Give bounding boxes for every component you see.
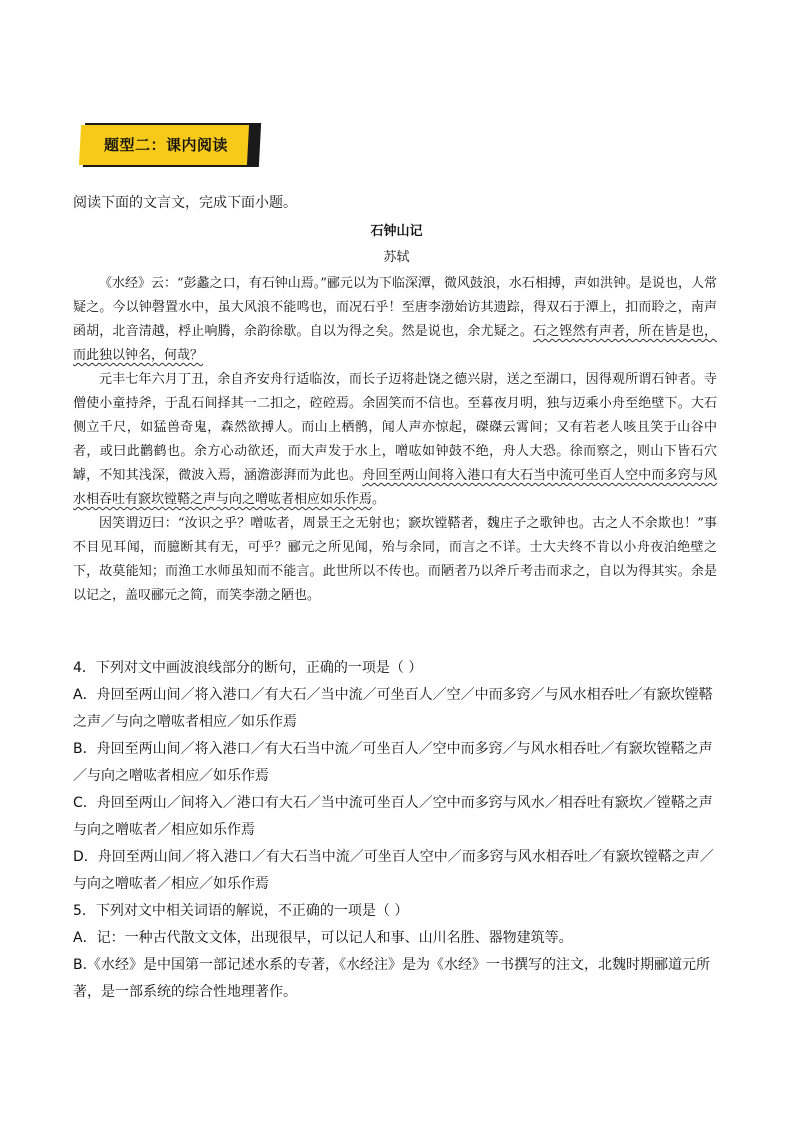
instruction-text: 阅读下面的文言文，完成下面小题。 bbox=[73, 195, 297, 211]
paragraph-end: 。 bbox=[372, 492, 386, 507]
passage-paragraph-1 bbox=[73, 272, 717, 368]
paragraph-text: 元丰七年六月丁丑，余自齐安舟行适临汝，而长子迈将赴饶之德兴尉，送之至湖口，因得观所谓石钟者。寺僧使小童持斧，于乱石间择其一二扣之，硿硿焉。余固笑而不信也。至暮夜月明，独与迈乘小舟至绝壁下。大石侧立千尺，如猛兽奇鬼，森然欲搏人。而山上栖鹘，闻人声亦惊起，磔磔云霄间；又有若老人咳且笑于山谷中者，或曰此鹳鹤也。余方心动欲还，而大声发于水上，噌吰如钟鼓不绝，舟人大恐。徐而察之，则山下皆石穴罅，不知其浅深，微波入焉，涵澹澎湃而为此也。 bbox=[73, 372, 717, 483]
wavy-underlined-question: 石之铿然有声者，所在皆是也，而此独以钟名，何哉？ bbox=[73, 324, 717, 363]
paragraph-text: 《水经》云：“彭蠡之口，有石钟山焉。”郦元以为下临深潭，微风鼓浪，水石相搏，声如洪钟。是说也，人常疑之。今以钟磬置水中，虽大风浪不能鸣也，而况石乎！至唐李渤始访其遗踪，得双石于潭上，扣而聆之，南声函胡，北音清越，桴止响腾，余韵徐歇。自以为得之矣。然是说也，余尤疑之。 bbox=[73, 276, 717, 339]
banner-label: 题型二：课内阅读 bbox=[104, 136, 229, 154]
passage-body bbox=[73, 272, 717, 608]
question-4-option-d: D．舟回至两山间／将入港口／有大石当中流／可坐百人空中／而多窍与风水相吞吐／有窾坎镗鞳之声／与向之噌吰者／相应／如乐作焉 bbox=[73, 849, 714, 892]
passage-author: 苏轼 bbox=[383, 250, 410, 265]
question-5-option-b: B.《水经》是中国第一部记述水系的专著，《水经注》是为《水经》一书撰写的注文，北魏时期郦道元所著，是一部系统的综合性地理著作。 bbox=[73, 957, 711, 1000]
question-4-option-b: B．舟回至两山间／将入港口／有大石当中流／可坐百人／空中而多窍／与风水相吞吐／有窾坎镗鞳之声／与向之噌吰者相应／如乐作焉 bbox=[73, 741, 713, 784]
question-5-stem: 5．下列对文中相关词语的解说，不正确的一项是（ ） bbox=[73, 903, 409, 919]
questions bbox=[73, 655, 723, 1006]
section-banner bbox=[80, 122, 262, 170]
question-4-stem: 4．下列对文中画波浪线部分的断句，正确的一项是（ ） bbox=[73, 660, 423, 676]
question-4-option-c: C．舟回至两山／间将入／港口有大石／当中流可坐百人／空中而多窍与风水／相吞吐有窾坎／镗鞳之声与向之噌吰者／相应如乐作焉 bbox=[73, 795, 713, 838]
passage-paragraph-2 bbox=[73, 368, 717, 512]
wavy-underlined-sentence: 舟回至两山间将入港口有大石当中流可坐百人空中而多窍与风水相吞吐有窾坎镗鞳之声与向之噌吰者相应如乐作焉 bbox=[73, 468, 717, 507]
passage-paragraph-3: 因笑谓迈曰：“汝识之乎？噌吰者，周景王之无射也；窾坎镗鞳者，魏庄子之歌钟也。古之人不余欺也！”事不目见耳闻，而臆断其有无，可乎？郦元之所见闻，殆与余同，而言之不详。士大夫终不肯以小舟夜泊绝壁之下，故莫能知；而渔工水师虽知而不能言。此世所以不传也。而陋者乃以斧斤考击而求之，自以为得其实。余是以记之，盖叹郦元之简，而笑李渤之陋也。 bbox=[73, 516, 717, 603]
passage-title: 石钟山记 bbox=[370, 224, 423, 239]
question-5-option-a: A．记：一种古代散文文体，出现很早，可以记人和事、山川名胜、器物建筑等。 bbox=[73, 930, 573, 946]
question-4-option-a: A．舟回至两山间／将入港口／有大石／当中流／可坐百人／空／中而多窍／与风水相吞吐／有窾坎镗鞳之声／与向之噌吰者相应／如乐作焉 bbox=[73, 687, 713, 730]
